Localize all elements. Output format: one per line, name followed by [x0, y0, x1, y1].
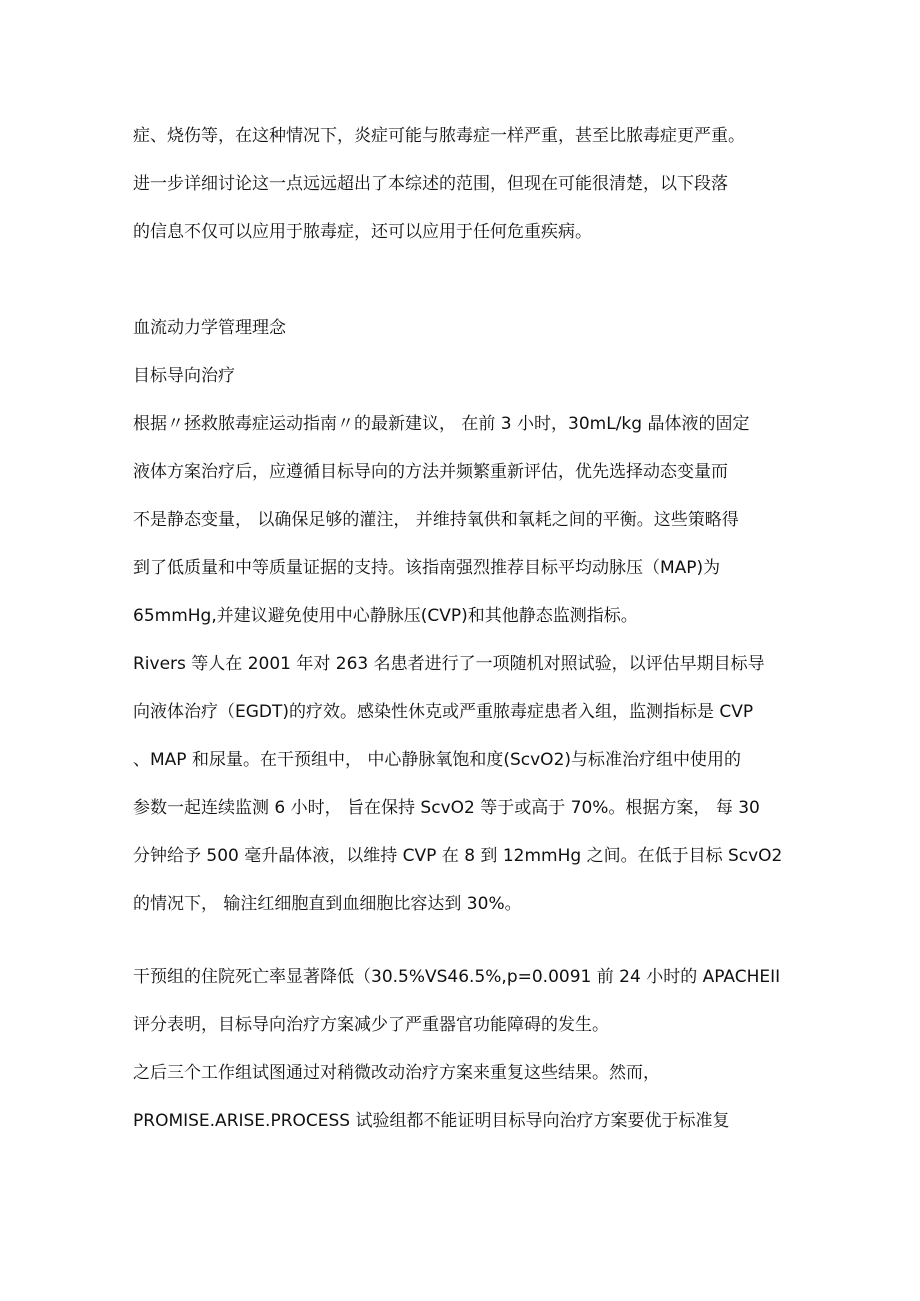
results-line: 评分表明，目标导向治疗方案减少了严重器官功能障碍的发生。 [133, 1015, 609, 1035]
followup-line: PROMISE.ARISE.PROCESS 试验组都不能证明目标导向治疗方案要优于标准复 [133, 1111, 730, 1131]
guidelines-line: 不是静态变量， 以确保足够的灌注， 并维持氧供和氧耗之间的平衡。这些策略得 [133, 510, 739, 530]
guidelines-line: 到了低质量和中等质量证据的支持。该指南强烈推荐目标平均动脉压（MAP)为 [133, 558, 721, 578]
intro-line: 症、烧伤等，在这种情况下，炎症可能与脓毒症一样严重，甚至比脓毒症更严重。 [133, 126, 745, 146]
rivers-line: 的情况下， 输注红细胞直到血细胞比容达到 30%。 [133, 894, 522, 914]
guidelines-line: 根据〃拯救脓毒症运动指南〃的最新建议， 在前 3 小时，30mL/kg 晶体液的固定 [133, 414, 750, 434]
rivers-line: Rivers 等人在 2001 年对 263 名患者进行了一项随机对照试验，以评估早期目标导 [133, 654, 765, 674]
guidelines-line: 65mmHg,并建议避免使用中心静脉压(CVP)和其他静态监测指标。 [133, 606, 638, 626]
guidelines-line: 液体方案治疗后，应遵循目标导向的方法并频繁重新评估，优先选择动态变量而 [133, 462, 728, 482]
rivers-line: 分钟给予 500 毫升晶体液，以维持 CVP 在 8 到 12mmHg 之间。在低于目标 ScvO2 [133, 846, 783, 866]
followup-line: 之后三个工作组试图通过对稍微改动治疗方案来重复这些结果。然而， [133, 1063, 660, 1083]
subsection-title: 目标导向治疗 [133, 366, 235, 386]
results-line: 干预组的住院死亡率显著降低（30.5%VS46.5%,p=0.0091 前 24 小时的 APACHEII [133, 967, 781, 987]
intro-line: 的信息不仅可以应用于脓毒症，还可以应用于任何危重疾病。 [133, 222, 592, 242]
rivers-line: 向液体治疗（EGDT)的疗效。感染性休克或严重脓毒症患者入组，监测指标是 CVP [133, 702, 754, 722]
intro-line: 进一步详细讨论这一点远远超出了本综述的范围，但现在可能很清楚，以下段落 [133, 174, 728, 194]
section-title: 血流动力学管理理念 [133, 318, 286, 338]
rivers-line: 、MAP 和尿量。在干预组中， 中心静脉氧饱和度(ScvO2)与标准治疗组中使用的 [133, 750, 742, 770]
rivers-line: 参数一起连续监测 6 小时， 旨在保持 ScvO2 等于或高于 70%。根据方案， 每 30 [133, 798, 760, 818]
